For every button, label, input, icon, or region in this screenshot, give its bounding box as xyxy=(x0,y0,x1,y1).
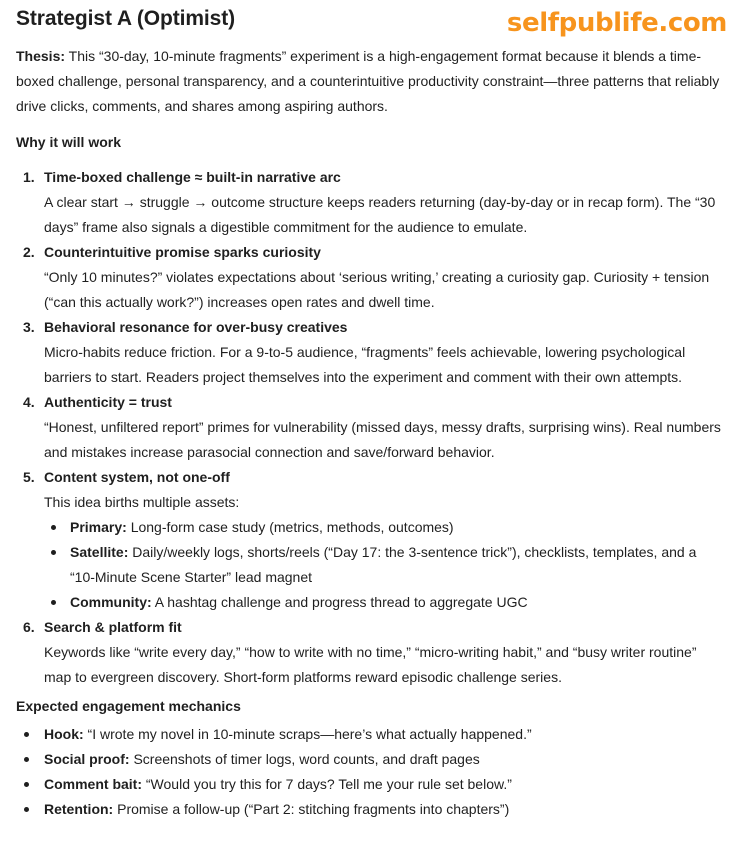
sub-item-text: Long-form case study (metrics, methods, outcomes) xyxy=(126,519,454,535)
thesis-text: This “30-day, 10-minute fragments” experiment is a high-engagement format because it blends a time-boxed challenge, personal transparency, and a counterintuitive productivity constraint—three patterns that reliably drive clicks, comments, and shares among aspiring authors. xyxy=(16,48,720,114)
item-body: Micro-habits reduce friction. For a 9-to-5 audience, “fragments” feels achievable, lowering psychological barriers to start. Readers project themselves into the experiment and comment with their own attempts. xyxy=(44,344,686,385)
item-body: A clear start → struggle → outcome structure keeps readers returning (day-by-day or in recap form). The “30 days” frame also signals a digestible commitment for the audience to emulate. xyxy=(44,194,716,235)
list-item xyxy=(23,165,722,240)
asset-sublist xyxy=(44,515,722,615)
mechanic-label: Retention: xyxy=(44,801,114,817)
section-heading-mechanics: Expected engagement mechanics xyxy=(16,698,241,714)
item-number: 5. xyxy=(23,469,35,485)
thesis-paragraph xyxy=(16,44,722,119)
list-item xyxy=(23,240,722,315)
mechanic-label: Hook: xyxy=(44,726,84,742)
sub-list-item xyxy=(70,590,722,615)
item-number: 1. xyxy=(23,169,35,185)
item-title: Counterintuitive promise sparks curiosity xyxy=(44,244,321,260)
sub-item-text: Daily/weekly logs, shorts/reels (“Day 17: the 3-sentence trick”), checklists, templates, and a “10-Minute Scene Starter” lead magnet xyxy=(70,544,697,585)
list-item xyxy=(23,315,722,390)
item-title: Time-boxed challenge ≈ built-in narrative arc xyxy=(44,169,341,185)
mechanic-text: “Would you try this for 7 days? Tell me your rule set below.” xyxy=(142,776,512,792)
list-item xyxy=(44,722,722,747)
list-item xyxy=(44,772,722,797)
list-item xyxy=(23,615,722,690)
item-body: This idea births multiple assets: xyxy=(44,494,240,510)
item-number: 6. xyxy=(23,619,35,635)
list-item xyxy=(23,390,722,465)
mechanic-text: “I wrote my novel in 10-minute scraps—here’s what actually happened.” xyxy=(83,726,532,742)
mechanic-label: Social proof: xyxy=(44,751,130,767)
mechanic-text: Promise a follow-up (“Part 2: stitching fragments into chapters”) xyxy=(113,801,510,817)
list-item xyxy=(23,465,722,615)
thesis-label: Thesis: xyxy=(16,48,66,64)
item-body: “Only 10 minutes?” violates expectations about ‘serious writing,’ creating a curiosity gap. Curiosity + tension (“can this actually work?”) increases open rates and dwell time. xyxy=(44,269,710,310)
sub-list-item xyxy=(70,515,722,540)
sub-item-text: A hashtag challenge and progress thread to aggregate UGC xyxy=(151,594,528,610)
item-title: Behavioral resonance for over-busy creatives xyxy=(44,319,348,335)
sub-item-label: Primary: xyxy=(70,519,127,535)
item-number: 3. xyxy=(23,319,35,335)
item-title: Content system, not one-off xyxy=(44,469,230,485)
item-title: Authenticity = trust xyxy=(44,394,172,410)
mechanic-label: Comment bait: xyxy=(44,776,142,792)
reasons-list xyxy=(16,165,722,690)
sub-list-item xyxy=(70,540,722,590)
item-body: Keywords like “write every day,” “how to write with no time,” “micro-writing habit,” and “busy writer routine” map to evergreen discovery. Short-form platforms reward episodic challenge series. xyxy=(44,644,697,685)
list-item xyxy=(44,747,722,772)
item-title: Search & platform fit xyxy=(44,619,182,635)
section-heading-why: Why it will work xyxy=(16,134,122,150)
brand-watermark: selfpublife.com xyxy=(506,8,727,38)
item-number: 2. xyxy=(23,244,35,260)
item-number: 4. xyxy=(23,394,35,410)
sub-item-label: Community: xyxy=(70,594,152,610)
mechanics-list xyxy=(16,722,722,822)
list-item xyxy=(44,797,722,822)
page-title: Strategist A (Optimist) xyxy=(16,7,235,30)
item-body: “Honest, unfiltered report” primes for vulnerability (missed days, messy drafts, surprising wins). Real numbers and mistakes increase parasocial connection and save/forward behavior. xyxy=(44,419,721,460)
mechanic-text: Screenshots of timer logs, word counts, and draft pages xyxy=(129,751,480,767)
sub-item-label: Satellite: xyxy=(70,544,129,560)
